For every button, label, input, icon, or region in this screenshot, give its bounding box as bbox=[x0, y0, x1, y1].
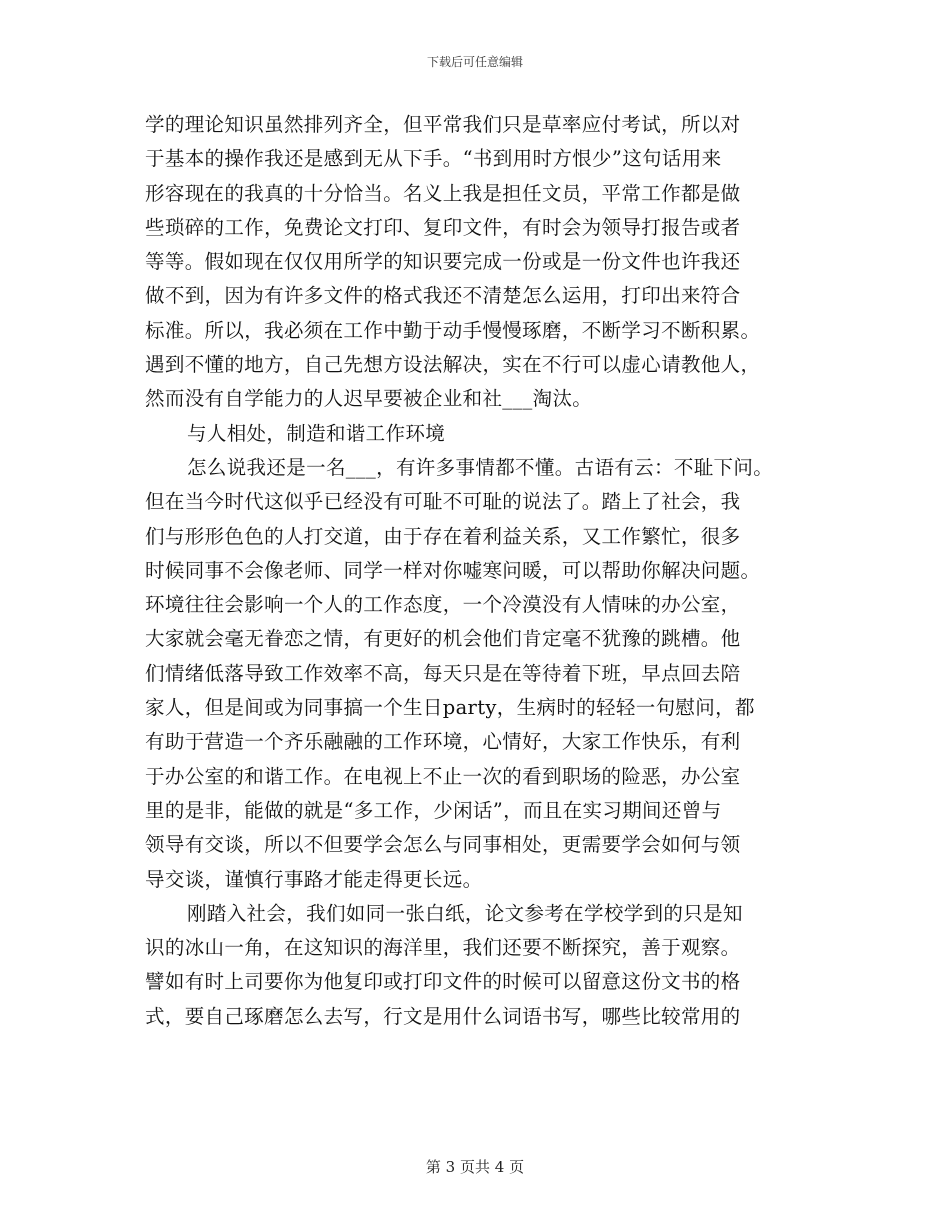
text-line: 里的是非，能做的就是“多工作，少闲话”，而且在实习期间还曾与 bbox=[145, 798, 722, 822]
text-line: 领导有交谈，所以不但要学会怎么与同事相处，更需要学会如何与领 bbox=[145, 833, 741, 857]
text-line: 譬如有时上司要你为他复印或打印文件的时候可以留意这份文书的格 bbox=[145, 970, 741, 994]
text-line: 家人，但是间或为同事搞一个生日party，生病时的轻轻一句慰问，都 bbox=[145, 696, 755, 720]
text-line: 但在当今时代这似乎已经没有可耻不可耻的说法了。踏上了社会，我 bbox=[145, 490, 741, 514]
text-line: 些琐碎的工作，免费论文打印、复印文件，有时会为领导打报告或者 bbox=[145, 215, 741, 239]
text-line: 形容现在的我真的十分恰当。名义上我是担任文员，平常工作都是做 bbox=[145, 181, 741, 205]
text-line: 然而没有自学能力的人迟早要被企业和社___淘汰。 bbox=[145, 387, 593, 411]
text-line: 做不到，因为有许多文件的格式我还不清楚怎么运用，打印出来符合 bbox=[145, 284, 741, 308]
text-line: 标准。所以，我必须在工作中勤于动手慢慢琢磨，不断学习不断积累。 bbox=[145, 318, 761, 342]
text-line: 与人相处，制造和谐工作环境 bbox=[187, 421, 446, 445]
text-line: 刚踏入社会，我们如同一张白纸，论文参考在学校学到的只是知 bbox=[187, 901, 743, 925]
text-line: 大家就会毫无眷恋之情，有更好的机会他们肯定毫不犹豫的跳槽。他 bbox=[145, 627, 741, 651]
text-line: 于办公室的和谐工作。在电视上不止一次的看到职场的险恶，办公室 bbox=[145, 764, 741, 788]
text-line: 学的理论知识虽然排列齐全，但平常我们只是草率应付考试，所以对 bbox=[145, 113, 741, 136]
text-line: 们与形形色色的人打交道，由于存在着利益关系，又工作繁忙，很多 bbox=[145, 524, 741, 548]
text-line: 识的冰山一角，在这知识的海洋里，我们还要不断探究，善于观察。 bbox=[145, 936, 741, 960]
document-body bbox=[145, 108, 825, 1034]
text-line: 式，要自己琢磨怎么去写，行文是用什么词语书写，哪些比较常用的 bbox=[145, 1004, 741, 1028]
page-footer: 第 3 页共 4 页 bbox=[425, 1158, 525, 1176]
text-line: 环境往往会影响一个人的工作态度，一个冷漠没有人情味的办公室， bbox=[145, 593, 741, 617]
text-line: 有助于营造一个齐乐融融的工作环境，心情好，大家工作快乐，有利 bbox=[145, 730, 741, 754]
text-line: 遇到不懂的地方，自己先想方设法解决，实在不行可以虚心请教他人， bbox=[145, 353, 761, 377]
text-line: 时候同事不会像老师、同学一样对你嘘寒问暖，可以帮助你解决问题。 bbox=[145, 558, 761, 582]
text-line: 们情绪低落导致工作效率不高，每天只是在等待着下班，早点回去陪 bbox=[145, 661, 741, 685]
text-line: 等等。假如现在仅仅用所学的知识要完成一份或是一份文件也许我还 bbox=[145, 250, 741, 274]
text-line: 怎么说我还是一名___，有许多事情都不懂。古语有云：不耻下问。 bbox=[187, 455, 774, 479]
page-header: 下载后可任意编辑 bbox=[426, 55, 523, 69]
text-line: 导交谈，谨慎行事路才能走得更长远。 bbox=[145, 867, 483, 891]
text-line: 于基本的操作我还是感到无从下手。“书到用时方恨少”这句话用来 bbox=[145, 147, 722, 171]
